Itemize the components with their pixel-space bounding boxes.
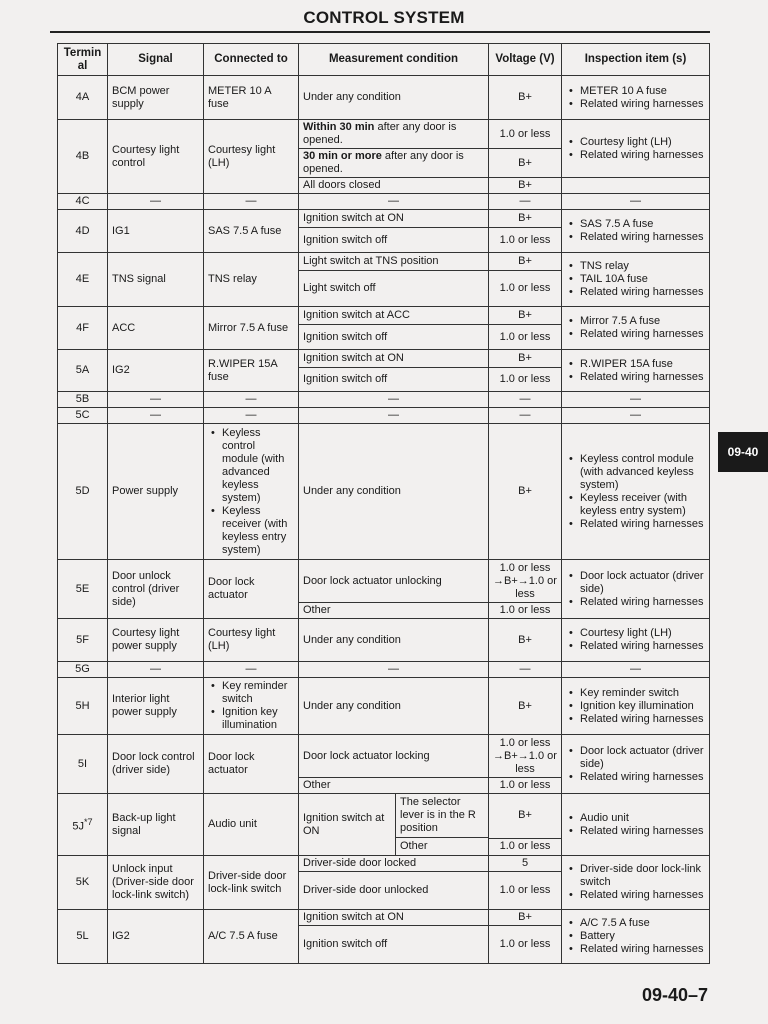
voltage-cell: 5 xyxy=(489,856,562,872)
condition-cell: Ignition switch at ON xyxy=(299,350,489,368)
condition-bold: 30 min or more xyxy=(303,150,382,162)
voltage-cell: 1.0 or less →B+→1.0 or less xyxy=(489,735,562,778)
terminal-cell: 5L xyxy=(58,910,108,964)
dash-cell: — xyxy=(489,408,562,424)
signal-cell: IG1 xyxy=(108,210,204,253)
signal-cell: Interior light power supply xyxy=(108,678,204,735)
table-row xyxy=(58,194,710,210)
voltage-cell: B+ xyxy=(489,794,562,839)
voltage-cell: 1.0 or less xyxy=(489,325,562,350)
inspection-item: • Related wiring harnesses xyxy=(580,518,705,531)
condition-cell: Ignition switch off xyxy=(299,228,489,253)
title-rule xyxy=(50,31,710,33)
terminal-cell: 5I xyxy=(58,735,108,794)
inspection-item: • Related wiring harnesses xyxy=(580,943,705,956)
condition-cell: Light switch off xyxy=(299,271,489,307)
inspection-item: • Keyless receiver (with keyless entry system) xyxy=(580,492,705,518)
voltage-cell: B+ xyxy=(489,210,562,228)
condition-sub: The selector lever is in the R position xyxy=(396,794,489,838)
connected-cell: Door lock actuator xyxy=(204,560,299,619)
voltage-cell: B+ xyxy=(489,424,562,560)
table-row xyxy=(58,424,710,560)
table-row xyxy=(58,307,710,325)
inspection-item: • TAIL 10A fuse xyxy=(580,273,705,286)
condition-cell: Under any condition xyxy=(299,678,489,735)
voltage-cell: B+ xyxy=(489,910,562,926)
terminal-cell xyxy=(58,794,108,856)
terminal-spec-table xyxy=(57,43,710,964)
inspection-item: • Battery xyxy=(580,930,705,943)
table-row xyxy=(58,560,710,603)
voltage-cell: 1.0 or less xyxy=(489,872,562,910)
table-row xyxy=(58,253,710,271)
inspection-cell xyxy=(562,910,710,964)
condition-cell: Ignition switch at ON xyxy=(299,210,489,228)
voltage-cell: 1.0 or less xyxy=(489,926,562,964)
dash-cell: — xyxy=(489,392,562,408)
inspection-cell xyxy=(562,678,710,735)
inspection-item: • Key reminder switch xyxy=(580,687,705,700)
voltage-cell: 1.0 or less →B+→1.0 or less xyxy=(489,560,562,603)
table-row xyxy=(58,76,710,120)
inspection-item: • Audio unit xyxy=(580,812,705,825)
terminal-cell: 5C xyxy=(58,408,108,424)
voltage-cell: B+ xyxy=(489,76,562,120)
condition-cell: Driver-side door unlocked xyxy=(299,872,489,910)
inspection-item: • Ignition key illumination xyxy=(580,700,705,713)
terminal-cell: 4D xyxy=(58,210,108,253)
table-row xyxy=(58,210,710,228)
connected-cell: TNS relay xyxy=(204,253,299,307)
condition-cell: Under any condition xyxy=(299,424,489,560)
dash-cell: — xyxy=(489,194,562,210)
condition-cell: Door lock actuator unlocking xyxy=(299,560,489,603)
table-row xyxy=(58,662,710,678)
connected-cell: METER 10 A fuse xyxy=(204,76,299,120)
inspection-item: • Related wiring harnesses xyxy=(580,825,705,838)
inspection-item: • Related wiring harnesses xyxy=(580,771,705,784)
signal-cell: Courtesy light power supply xyxy=(108,619,204,662)
signal-cell: TNS signal xyxy=(108,253,204,307)
inspection-cell xyxy=(562,560,710,619)
dash-cell: — xyxy=(204,662,299,678)
condition-cell: Other xyxy=(299,603,489,619)
terminal-cell: 5K xyxy=(58,856,108,910)
signal-cell: Courtesy light control xyxy=(108,120,204,194)
dash-cell: — xyxy=(562,408,710,424)
inspection-cell xyxy=(562,307,710,350)
connected-cell: Mirror 7.5 A fuse xyxy=(204,307,299,350)
voltage-cell: 1.0 or less xyxy=(489,603,562,619)
condition-cell: Light switch at TNS position xyxy=(299,253,489,271)
dash-cell: — xyxy=(489,662,562,678)
voltage-cell: 1.0 or less xyxy=(489,120,562,149)
dash-cell: — xyxy=(108,408,204,424)
condition-cell: Ignition switch at ON xyxy=(299,910,489,926)
condition-cell: All doors closed xyxy=(299,178,489,194)
dash-cell: — xyxy=(108,194,204,210)
header-voltage: Voltage (V) xyxy=(489,44,562,76)
inspection-cell xyxy=(562,856,710,910)
condition-cell: Ignition switch off xyxy=(299,926,489,964)
voltage-cell: B+ xyxy=(489,178,562,194)
header-row xyxy=(58,44,710,76)
inspection-item: • Related wiring harnesses xyxy=(580,640,705,653)
inspection-cell xyxy=(562,178,710,194)
condition-cell: Other xyxy=(299,778,489,794)
inspection-item: • R.WIPER 15A fuse xyxy=(580,358,705,371)
condition-subtable xyxy=(299,794,488,855)
table-row xyxy=(58,408,710,424)
header-signal: Signal xyxy=(108,44,204,76)
voltage-cell: 1.0 or less xyxy=(489,368,562,392)
table-row xyxy=(58,350,710,368)
connected-item: • Keyless control module (with advanced keyless system) xyxy=(222,427,294,505)
dash-cell: — xyxy=(299,392,489,408)
table-row xyxy=(58,794,710,839)
condition-text: after any door is opened. xyxy=(303,121,457,146)
condition-cell: Ignition switch off xyxy=(299,325,489,350)
terminal-cell: 5A xyxy=(58,350,108,392)
terminal-cell: 4E xyxy=(58,253,108,307)
inspection-item: • A/C 7.5 A fuse xyxy=(580,917,705,930)
condition-cell: Under any condition xyxy=(299,619,489,662)
inspection-cell xyxy=(562,253,710,307)
connected-cell: Door lock actuator xyxy=(204,735,299,794)
table-row xyxy=(58,392,710,408)
terminal-cell: 5H xyxy=(58,678,108,735)
dash-cell: — xyxy=(204,194,299,210)
voltage-cell: 1.0 or less xyxy=(489,271,562,307)
connected-cell: Courtesy light (LH) xyxy=(204,619,299,662)
inspection-item: • Related wiring harnesses xyxy=(580,371,705,384)
page-number: 09-40–7 xyxy=(641,985,708,1005)
condition-bold: Within 30 min xyxy=(303,121,375,133)
condition-text: after any door is opened. xyxy=(303,150,464,175)
dash-cell: — xyxy=(299,194,489,210)
connected-item: • Keyless receiver (with keyless entry system) xyxy=(222,505,294,557)
inspection-item: • TNS relay xyxy=(580,260,705,273)
dash-cell: — xyxy=(108,392,204,408)
dash-cell: — xyxy=(108,662,204,678)
connected-cell: SAS 7.5 A fuse xyxy=(204,210,299,253)
section-tab: 09-40 xyxy=(718,432,768,472)
table-row xyxy=(58,735,710,778)
connected-cell xyxy=(204,424,299,560)
inspection-cell xyxy=(562,735,710,794)
dash-cell: — xyxy=(299,662,489,678)
terminal-cell: 4A xyxy=(58,76,108,120)
inspection-item: • Related wiring harnesses xyxy=(580,713,705,726)
header-connected-to: Connected to xyxy=(204,44,299,76)
table-row xyxy=(58,910,710,926)
condition-cell: Under any condition xyxy=(299,76,489,120)
inspection-item: • Door lock actuator (driver side) xyxy=(580,745,705,771)
connected-cell: Courtesy light (LH) xyxy=(204,120,299,194)
inspection-item: • Related wiring harnesses xyxy=(580,149,705,162)
inspection-cell xyxy=(562,350,710,392)
connected-cell: Audio unit xyxy=(204,794,299,856)
inspection-item: • Courtesy light (LH) xyxy=(580,136,705,149)
inspection-item: • Courtesy light (LH) xyxy=(580,627,705,640)
header-terminal: Termin al xyxy=(58,44,108,76)
voltage-cell: B+ xyxy=(489,350,562,368)
condition-cell xyxy=(299,149,489,178)
signal-cell: IG2 xyxy=(108,910,204,964)
voltage-cell: 1.0 or less xyxy=(489,778,562,794)
inspection-item: • Related wiring harnesses xyxy=(580,889,705,902)
inspection-cell xyxy=(562,424,710,560)
inspection-item: • SAS 7.5 A fuse xyxy=(580,218,705,231)
page-title: CONTROL SYSTEM xyxy=(303,8,465,27)
signal-cell: Door unlock control (driver side) xyxy=(108,560,204,619)
condition-cell: Door lock actuator locking xyxy=(299,735,489,778)
signal-cell: Power supply xyxy=(108,424,204,560)
voltage-cell: B+ xyxy=(489,253,562,271)
inspection-cell xyxy=(562,619,710,662)
connected-cell xyxy=(204,678,299,735)
terminal-cell: 4F xyxy=(58,307,108,350)
footnote-marker: *7 xyxy=(83,816,93,827)
voltage-cell: B+ xyxy=(489,307,562,325)
condition-cell xyxy=(299,794,489,856)
voltage-cell: 1.0 or less xyxy=(489,228,562,253)
voltage-cell: B+ xyxy=(489,619,562,662)
terminal-cell: 5F xyxy=(58,619,108,662)
connected-item: • Key reminder switch xyxy=(222,680,294,706)
signal-cell: IG2 xyxy=(108,350,204,392)
inspection-item: • Related wiring harnesses xyxy=(580,286,705,299)
table-row xyxy=(58,856,710,872)
inspection-cell xyxy=(562,210,710,253)
terminal-cell: 4B xyxy=(58,120,108,194)
condition-sub: Other xyxy=(400,840,428,852)
signal-cell: Back-up light signal xyxy=(108,794,204,856)
inspection-item: • Door lock actuator (driver side) xyxy=(580,570,705,596)
inspection-item: • Related wiring harnesses xyxy=(580,231,705,244)
inspection-item: • Keyless control module (with advanced keyless system) xyxy=(580,453,705,492)
voltage-cell: B+ xyxy=(489,149,562,178)
terminal-cell: 5E xyxy=(58,560,108,619)
inspection-item: • Related wiring harnesses xyxy=(580,596,705,609)
dash-cell: — xyxy=(299,408,489,424)
condition-main: Ignition switch at ON xyxy=(299,794,396,855)
signal-cell: BCM power supply xyxy=(108,76,204,120)
signal-cell: Door lock control (driver side) xyxy=(108,735,204,794)
inspection-item: • Related wiring harnesses xyxy=(580,98,705,111)
header-inspection: Inspection item (s) xyxy=(562,44,710,76)
connected-item: • Ignition key illumination xyxy=(222,706,294,732)
terminal-cell: 5G xyxy=(58,662,108,678)
terminal-cell: 5D xyxy=(58,424,108,560)
condition-cell xyxy=(299,120,489,149)
terminal-cell: 5B xyxy=(58,392,108,408)
inspection-item: • Related wiring harnesses xyxy=(580,328,705,341)
connected-cell: Driver-side door lock-link switch xyxy=(204,856,299,910)
dash-cell: — xyxy=(204,392,299,408)
inspection-item: • Mirror 7.5 A fuse xyxy=(580,315,705,328)
inspection-cell xyxy=(562,120,710,178)
connected-cell: R.WIPER 15A fuse xyxy=(204,350,299,392)
dash-cell: — xyxy=(562,392,710,408)
table-row xyxy=(58,619,710,662)
header-measurement-condition: Measurement condition xyxy=(299,44,489,76)
voltage-cell: 1.0 or less xyxy=(489,838,562,855)
signal-cell: Unlock input (Driver-side door lock-link switch) xyxy=(108,856,204,910)
dash-cell: — xyxy=(562,194,710,210)
dash-cell: — xyxy=(562,662,710,678)
terminal-label: 5J xyxy=(72,820,84,833)
inspection-cell xyxy=(562,794,710,856)
table-row xyxy=(58,120,710,149)
signal-cell: ACC xyxy=(108,307,204,350)
condition-cell: Ignition switch off xyxy=(299,368,489,392)
inspection-cell xyxy=(562,76,710,120)
inspection-item: • METER 10 A fuse xyxy=(580,85,705,98)
dash-cell: — xyxy=(204,408,299,424)
condition-cell: Ignition switch at ACC xyxy=(299,307,489,325)
inspection-item: • Driver-side door lock-link switch xyxy=(580,863,705,889)
condition-cell: Driver-side door locked xyxy=(299,856,489,872)
voltage-cell: B+ xyxy=(489,678,562,735)
terminal-cell: 4C xyxy=(58,194,108,210)
table-row xyxy=(58,678,710,735)
connected-cell: A/C 7.5 A fuse xyxy=(204,910,299,964)
